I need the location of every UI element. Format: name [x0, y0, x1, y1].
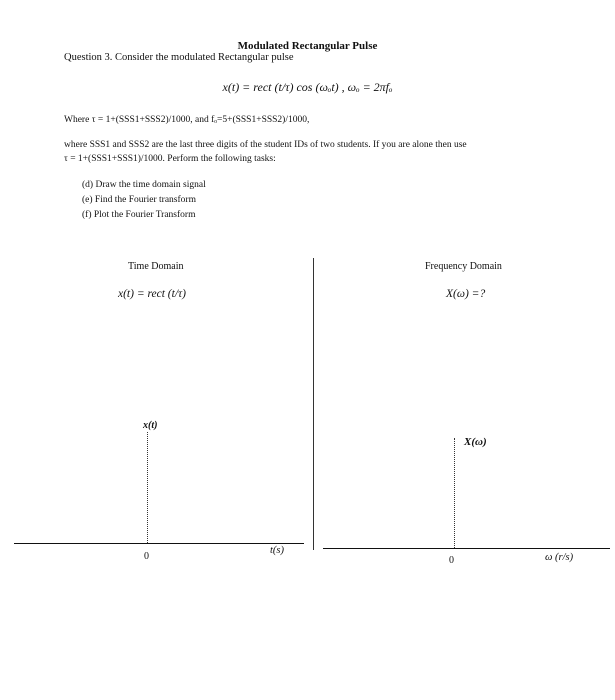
task-e: (e) Find the Fourier transform [82, 195, 196, 205]
frequency-origin-label: 0 [449, 555, 454, 566]
time-axis-unit: t(s) [270, 545, 284, 556]
time-domain-expression: x(t) = rect (t/τ) [118, 288, 186, 300]
page-title: Modulated Rectangular Pulse [237, 40, 378, 52]
time-vertical-axis [147, 432, 148, 543]
time-horizontal-axis [14, 543, 304, 544]
where-line: Where τ = 1+(SSS1+SSS2)/1000, and fₒ=5+(SSS1+SSS2)/1000, [64, 115, 310, 125]
time-signal-label: x(t) [143, 420, 158, 431]
frequency-vertical-axis [454, 438, 455, 548]
main-formula: x(t) = rect (t/τ) cos (ωₒt) , ωₒ = 2πfₒ [222, 80, 393, 94]
frequency-domain-title: Frequency Domain [425, 261, 502, 272]
question-text: Question 3. Consider the modulated Rectangular pulse [64, 52, 294, 63]
task-f: (f) Plot the Fourier Transform [82, 210, 196, 220]
frequency-horizontal-axis [323, 548, 610, 549]
frequency-domain-expression: X(ω) =? [446, 288, 486, 300]
frequency-signal-label: X(ω) [464, 436, 487, 448]
panel-divider [313, 258, 314, 550]
time-domain-title: Time Domain [128, 261, 184, 272]
time-origin-label: 0 [144, 551, 149, 562]
frequency-axis-unit: ω (r/s) [545, 552, 574, 563]
instructions-line-1: where SSS1 and SSS2 are the last three digits of the student IDs of two students. If you are alone then use [64, 140, 467, 150]
instructions-line-2: τ = 1+(SSS1+SSS1)/1000. Perform the following tasks: [64, 154, 276, 164]
task-d: (d) Draw the time domain signal [82, 180, 206, 190]
